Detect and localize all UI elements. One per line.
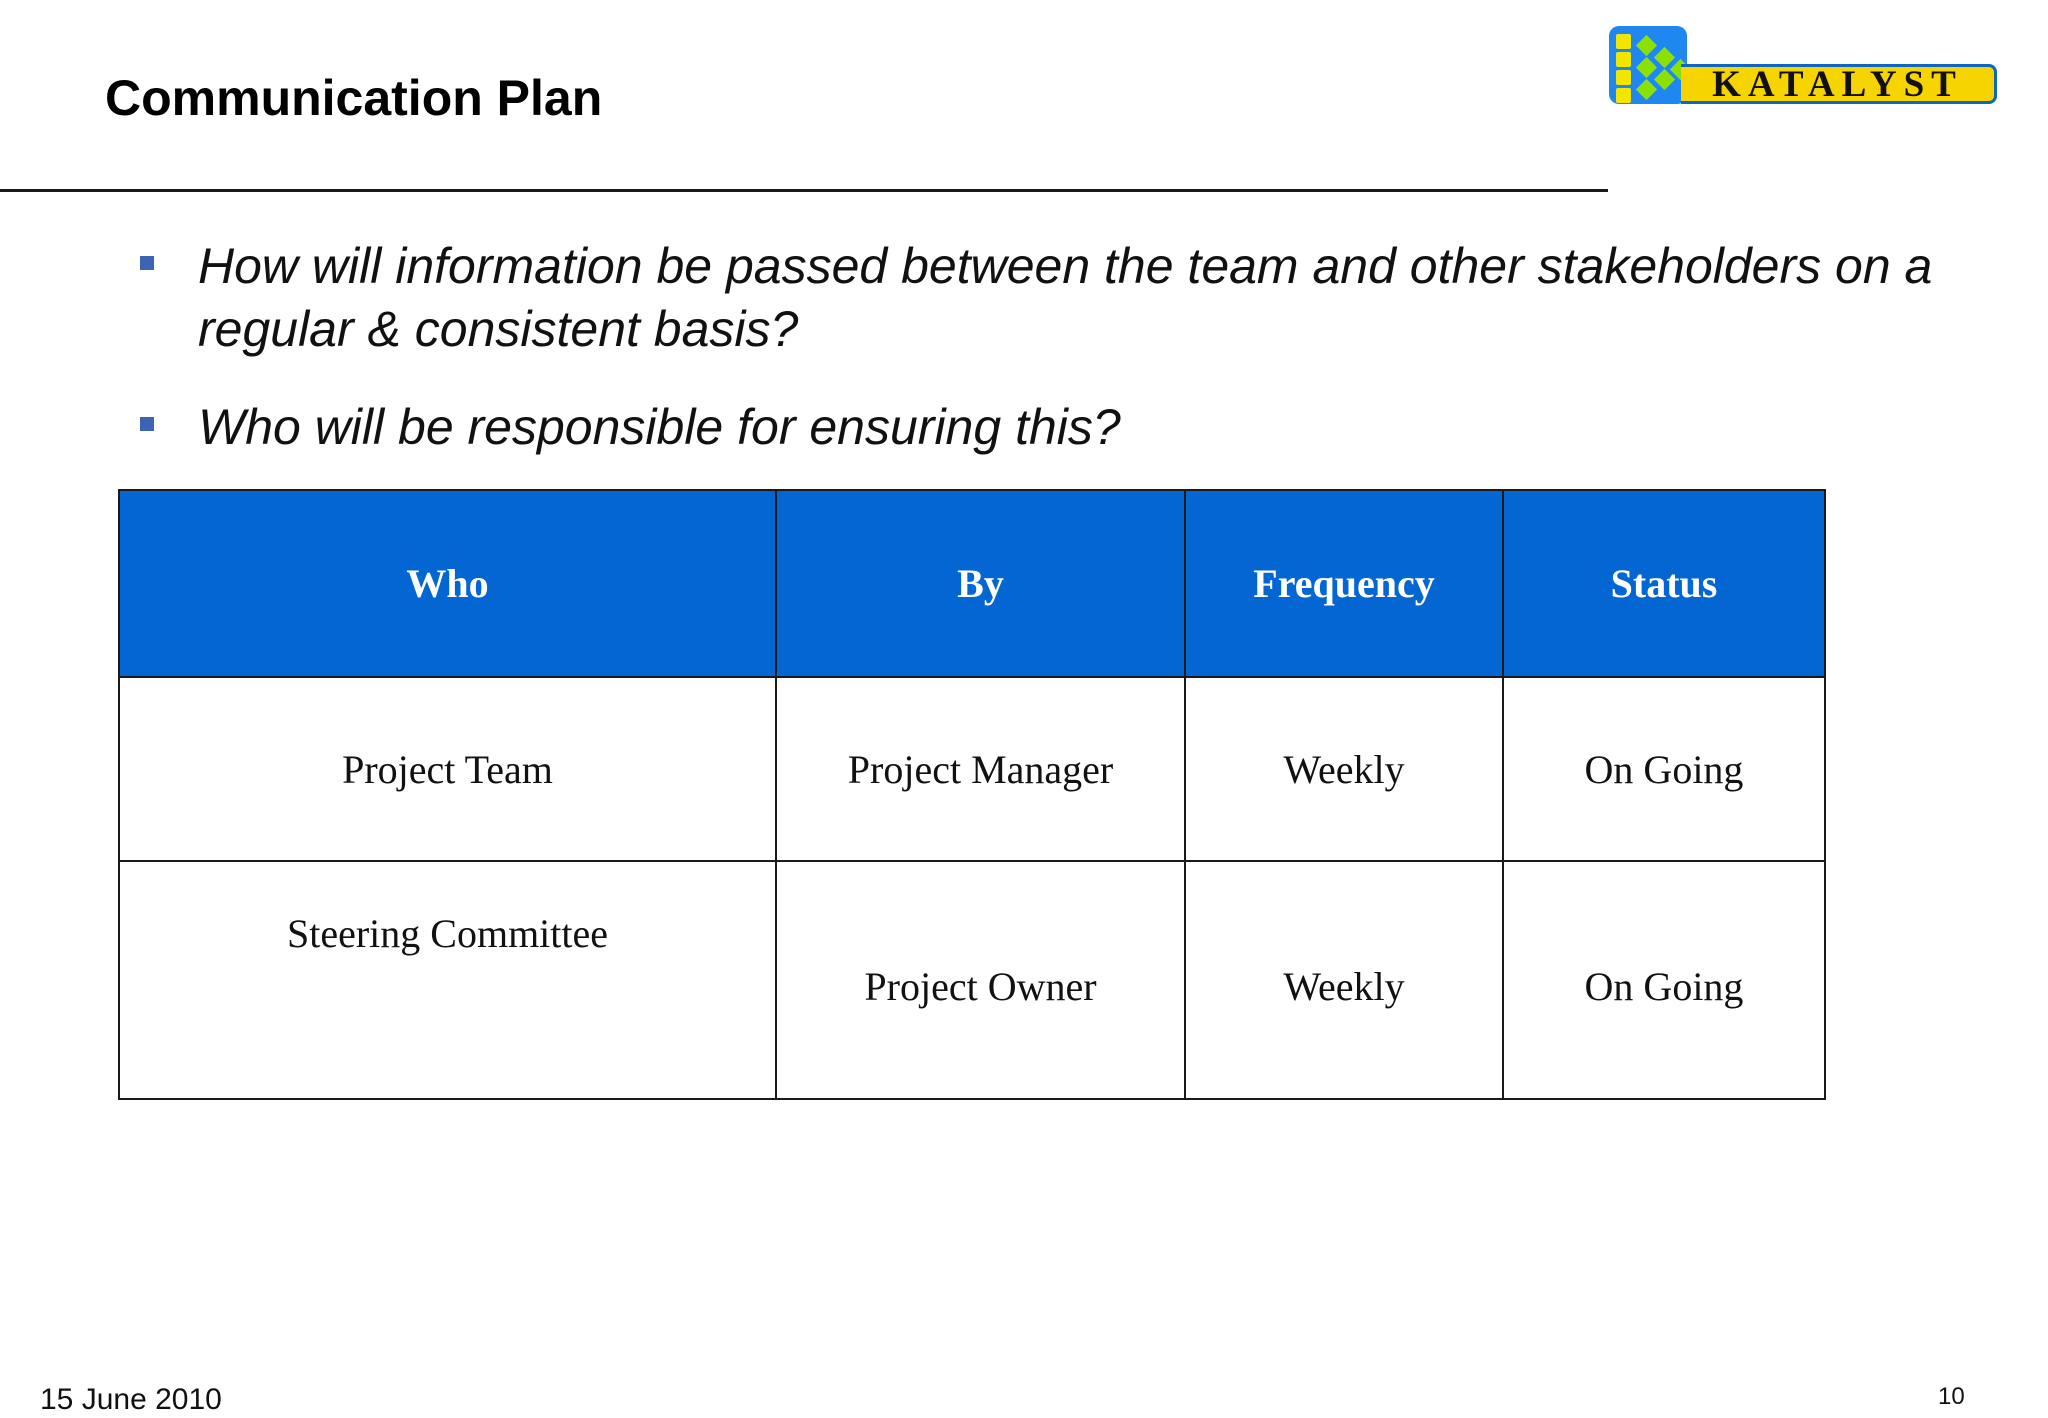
cell-by: Project Owner	[776, 861, 1185, 1099]
table-header-row	[119, 490, 1825, 677]
bullet-text: Who will be responsible for ensuring this?	[198, 399, 1121, 455]
logo-wordmark: KATALYST	[1681, 64, 1997, 104]
square-bullet-icon	[140, 417, 154, 431]
cell-frequency: Weekly	[1185, 861, 1503, 1099]
bullet-item	[140, 396, 1960, 459]
bullet-text: How will information be passed between the team and other stakeholders on a regular & consistent basis?	[198, 238, 1933, 357]
cell-frequency: Weekly	[1185, 677, 1503, 861]
header-frequency: Frequency	[1185, 490, 1503, 677]
header-status: Status	[1503, 490, 1825, 677]
table-row	[119, 677, 1825, 861]
header-who: Who	[119, 490, 776, 677]
title-divider	[0, 189, 1608, 192]
cell-status: On Going	[1503, 861, 1825, 1099]
cell-by: Project Manager	[776, 677, 1185, 861]
katalyst-logo	[1609, 26, 1999, 110]
communication-plan-table	[118, 489, 1826, 1100]
cell-who: Project Team	[119, 677, 776, 861]
cell-who: Steering Committee	[119, 861, 776, 1099]
footer-date: 15 June 2010	[40, 1383, 222, 1416]
header-by: By	[776, 490, 1185, 677]
cell-status: On Going	[1503, 677, 1825, 861]
slide-title: Communication Plan	[105, 70, 603, 126]
logo-mark-icon	[1609, 26, 1687, 104]
square-bullet-icon	[140, 256, 154, 270]
page-number: 10	[1938, 1383, 1965, 1410]
table-row	[119, 861, 1825, 1099]
bullet-item	[140, 235, 1960, 361]
